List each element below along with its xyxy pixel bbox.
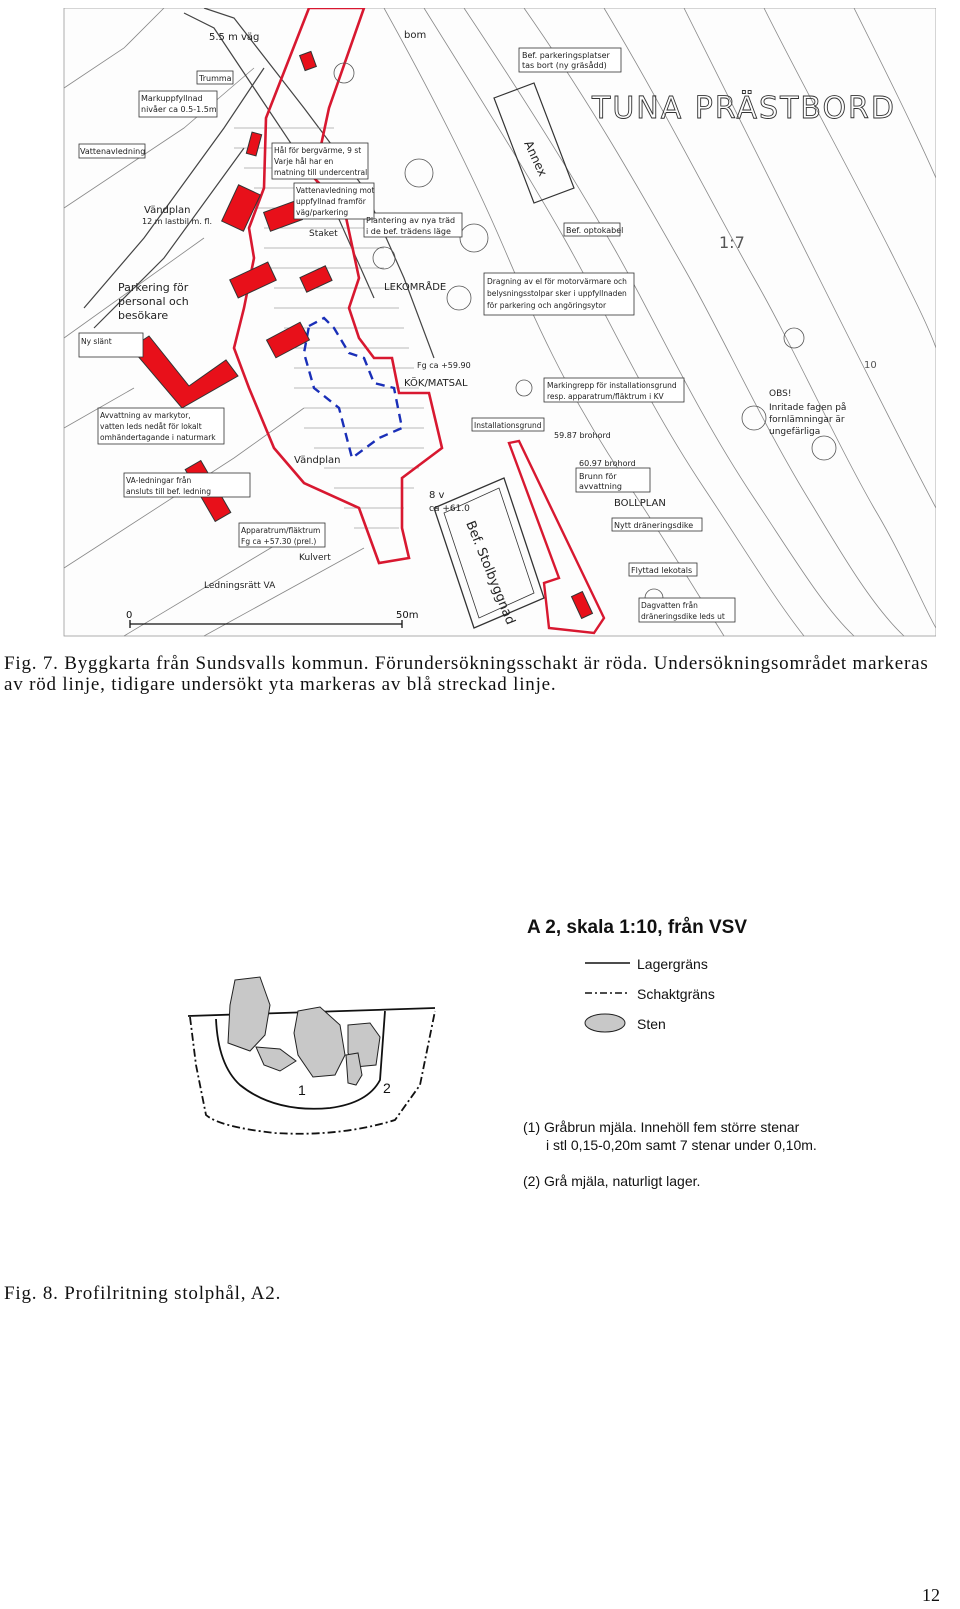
label-trumma: Trumma [199, 74, 232, 83]
label-apparatrum-2: Fg ca +57.30 (prel.) [241, 537, 317, 546]
scale-end: 50m [396, 610, 419, 621]
label-avvattning-2: vatten leds nedåt för lokalt [100, 422, 202, 431]
label-vandplan-lower: Vändplan [294, 455, 341, 466]
layer-descriptions [523, 1119, 817, 1189]
profile-legend [585, 956, 715, 1032]
page-number: 12 [922, 1585, 940, 1605]
legend-sten: Sten [637, 1016, 666, 1032]
description-1-line1: (1) Gråbrun mjäla. Innehöll fem större stenar [523, 1119, 800, 1135]
label-plantering-2: i de bef. trädens läge [366, 227, 451, 236]
scale-start: 0 [126, 610, 133, 621]
label-apparatrum: Apparatrum/fläktrum [241, 526, 321, 535]
legend-lagergrans: Lagergräns [637, 956, 708, 972]
label-road: 5.5 m väg [209, 32, 260, 43]
label-bom: bom [404, 30, 427, 41]
label-bollplan: BOLLPLAN [614, 498, 666, 509]
label-befparkering-2: tas bort (ny gräsådd) [522, 61, 607, 70]
description-1-line2: i stl 0,15-0,20m samt 7 stenar under 0,10m. [546, 1137, 817, 1153]
label-num-17: 1:7 [719, 233, 745, 252]
label-parking-2: personal och [118, 295, 189, 308]
label-staket: Staket [309, 229, 338, 239]
label-parking: Parkering för [118, 281, 189, 294]
layer-label-1: 1 [298, 1082, 306, 1098]
label-lekotals: Flyttad lekotals [631, 566, 693, 575]
label-dragning: Dragning av el för motorvärmare och [487, 277, 627, 286]
label-avvattning: Avvattning av markytor, [100, 411, 191, 420]
label-hallning-2: Varje hål har en [274, 157, 334, 166]
site-map [4, 8, 936, 648]
label-markfill-2: nivåer ca 0.5-1.5m [141, 105, 217, 114]
label-stolbyggnad: Bef. Stolbyggnad [462, 518, 518, 628]
label-vandplan-2: 12 m lastbil m. fl. [142, 217, 213, 226]
label-dragning-2: belysningsstolpar sker i uppfyllnaden [487, 289, 627, 298]
label-brohord-2: 60.97 brohord [579, 459, 636, 468]
layer-label-2: 2 [383, 1080, 391, 1096]
label-brohord: 59.87 brohord [554, 431, 611, 440]
label-markfill: Markuppfyllnad [141, 94, 203, 103]
label-drainage: Vattenavledning [80, 147, 146, 156]
label-vattenanslutning-3: väg/parkering [296, 208, 349, 217]
description-2-line1: (2) Grå mjäla, naturligt lager. [523, 1173, 701, 1189]
label-dagvatten-2: dräneringsdike leds ut [641, 612, 725, 621]
label-hallning-3: matning till undercentral [274, 168, 368, 177]
label-obs: OBS! [769, 389, 792, 399]
label-befparkering: Bef. parkeringsplatser [522, 51, 610, 60]
profile-title: A 2, skala 1:10, från VSV [527, 917, 748, 938]
label-parking-3: besökare [118, 309, 169, 322]
label-fg: Fg ca +59.90 [417, 361, 471, 370]
label-va: VA-ledningar från [126, 476, 192, 485]
label-nyslant: Ny slänt [81, 337, 112, 346]
label-brunn-2: avvattning [579, 482, 622, 491]
label-kok: KÖK/MATSAL [404, 378, 468, 389]
label-fornlamning-3: ungefärliga [769, 427, 821, 437]
legend-schaktgrans: Schaktgräns [637, 986, 715, 1002]
label-dagvatten: Dagvatten från [641, 601, 698, 610]
figure-7-caption: Fig. 7. Byggkarta från Sundsvalls kommun. Förundersökningsschakt är röda. Undersökningsområdet markeras av röd linje, tidigare undersökt yta markeras av blå streckad linje. [4, 653, 929, 695]
legend-stone-symbol [585, 1014, 625, 1032]
label-annex: Annex [521, 138, 550, 179]
profile-drawing [180, 915, 900, 1225]
label-bv-2: ca +61.0 [429, 504, 470, 514]
label-lekomrade: LEKOMRÅDE [384, 282, 447, 293]
label-hallning: Hål för bergvärme, 9 st [274, 146, 362, 155]
label-fornlamning: Inritade fagen på [769, 403, 847, 413]
label-kulvert: Kulvert [299, 553, 331, 563]
label-fornlamning-2: fornlämningar är [769, 415, 845, 425]
label-markingrepp: Markingrepp för installationsgrund [547, 381, 677, 390]
label-installation: Installationsgrund [474, 421, 542, 430]
label-ledningsratt: Ledningsrätt VA [204, 581, 276, 591]
label-num-10: 10 [864, 360, 877, 371]
profile-section [188, 977, 435, 1134]
label-vattenanslutning: Vattenavledning mot [296, 186, 375, 195]
label-markingrepp-2: resp. apparatrum/fläktrum i KV [547, 392, 664, 401]
label-plantering: Plantering av nya träd [366, 216, 456, 225]
label-optokabel: Bef. optokabel [566, 226, 624, 235]
label-dragning-3: för parkering och angöringsytor [487, 301, 607, 310]
label-dranering: Nytt dräneringsdike [614, 521, 694, 530]
label-brunn: Brunn för [579, 472, 617, 481]
label-vattenanslutning-2: uppfyllnad framför [296, 197, 366, 206]
label-bv: 8 v [429, 490, 445, 501]
figure-8-caption: Fig. 8. Profilritning stolphål, A2. [4, 1283, 282, 1304]
place-name: TUNA PRÄSTBORD [592, 91, 897, 126]
label-avvattning-3: omhändertagande i naturmark [100, 433, 216, 442]
label-va-2: ansluts till bef. ledning [126, 487, 211, 496]
label-vandplan: Vändplan [144, 205, 191, 216]
